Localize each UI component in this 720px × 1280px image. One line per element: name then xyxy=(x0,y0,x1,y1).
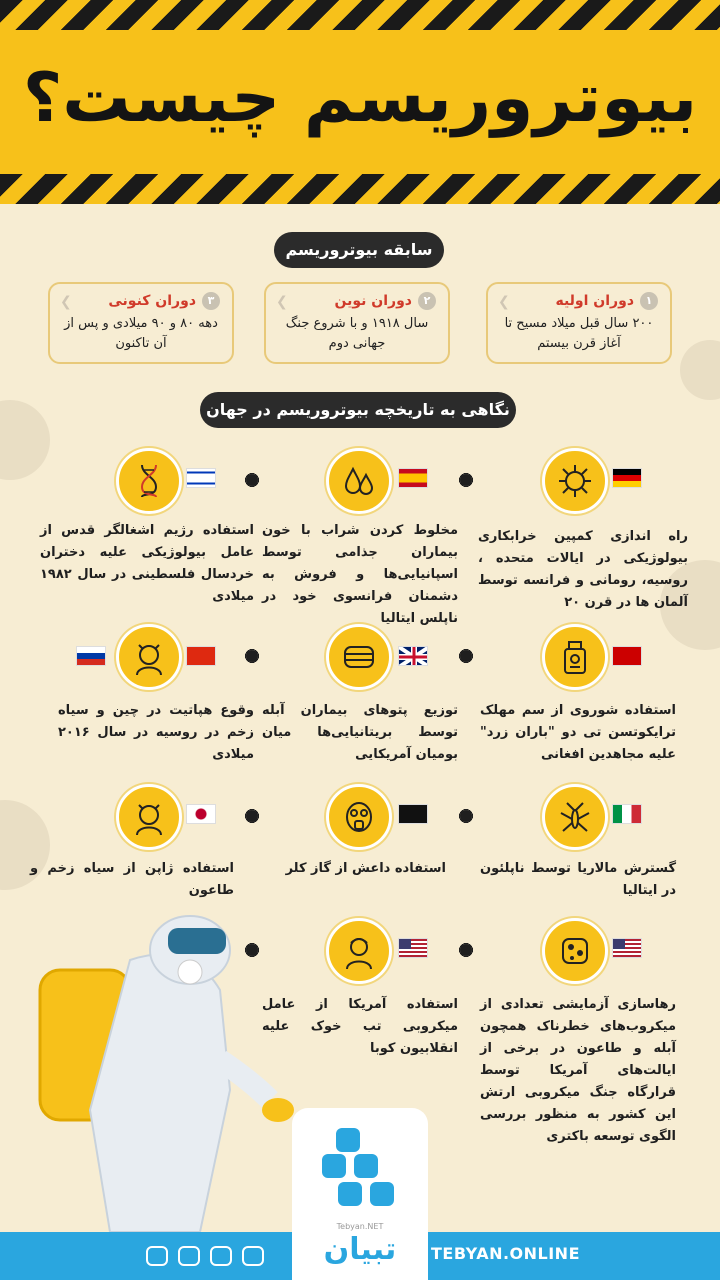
flag-spain-icon xyxy=(398,468,428,488)
hazmat-worker-illustration xyxy=(20,910,300,1232)
flag-china-icon xyxy=(186,646,216,666)
flag-usa-icon xyxy=(398,938,428,958)
flag-uk-icon xyxy=(398,646,428,666)
era-box-1 xyxy=(486,282,672,364)
page-title: بیوتروریسم چیست؟ xyxy=(22,59,698,138)
era-box-3 xyxy=(48,282,234,364)
twitter-icon[interactable] xyxy=(210,1246,232,1266)
event-text: استفاده آمریکا از عامل میکروبی تب خوک علیه انقلابیون کوبا xyxy=(262,997,458,1056)
tebyan-logo-icon xyxy=(292,1108,428,1218)
chevron-left-icon: ❯ xyxy=(60,294,72,310)
bullet-icon xyxy=(246,810,258,822)
bullet-icon xyxy=(246,474,258,486)
era-number: ۱ xyxy=(640,292,658,310)
flag-germany-icon xyxy=(612,468,642,488)
world-history-pill: نگاهی به تاریخچه بیوتروریسم در جهان xyxy=(200,392,516,428)
era-box-2 xyxy=(264,282,450,364)
era-text: سال ۱۹۱۸ و با شروع جنگ جهانی دوم xyxy=(285,316,429,351)
flag-isis-icon xyxy=(398,804,428,824)
era-title: دوران اولیه xyxy=(555,293,634,309)
hazard-stripe-top xyxy=(0,0,720,30)
logo-subtext: Tebyan.NET xyxy=(336,1222,384,1231)
virus-icon xyxy=(542,448,608,514)
event-text: راه اندازی کمپین خرابکاری بیولوژیکی در ایالات متحده ، روسیه، رومانی و فرانسه توسط آلمان ها در قرن ۲۰ xyxy=(478,529,688,610)
event-text: استفاده ژاپن از سیاه زخم و طاعون xyxy=(30,861,234,898)
bullet-icon xyxy=(460,810,472,822)
flag-italy-icon xyxy=(612,804,642,824)
blanket-icon xyxy=(326,624,392,690)
chevron-left-icon: ❯ xyxy=(498,294,510,310)
virus-decoration-icon xyxy=(0,400,50,480)
era-title: دوران نوین xyxy=(334,293,412,309)
sick-person-icon xyxy=(116,624,182,690)
bullet-icon xyxy=(460,650,472,662)
website-link[interactable]: TEBYAN.ONLINE xyxy=(430,1244,580,1263)
mosquito-icon xyxy=(542,784,608,850)
chevron-left-icon: ❯ xyxy=(276,294,288,310)
flag-ussr-icon xyxy=(612,646,642,666)
man-icon xyxy=(326,918,392,984)
aparat-icon[interactable] xyxy=(242,1246,264,1266)
bullet-icon xyxy=(460,474,472,486)
logo-text: تبیان xyxy=(323,1232,397,1267)
flag-japan-icon xyxy=(186,804,216,824)
flag-usa-icon xyxy=(612,938,642,958)
telegram-icon[interactable] xyxy=(146,1246,168,1266)
flag-russia-icon xyxy=(76,646,106,666)
event-text: گسترش مالاریا توسط ناپلئون در ایتالیا xyxy=(480,861,676,898)
history-pill: سابقه بیوتروریسم xyxy=(274,232,444,268)
sick-person-icon xyxy=(116,784,182,850)
era-text: دهه ۸۰ و ۹۰ میلادی و پس از آن تاکنون xyxy=(64,316,218,351)
virus-decoration-icon xyxy=(680,340,720,400)
bacteria-icon xyxy=(542,918,608,984)
event-text: رهاسازی آزمایشی تعدادی از میکروب‌های خطرناک همچون آبله و طاعون در برخی از ایالت‌های آمریکا توسط قرارگاه جنگ میکروبی ارتش این کشور به منظور بررسی الگوی توسعه باکتری xyxy=(480,997,676,1144)
instagram-icon[interactable] xyxy=(178,1246,200,1266)
drops-icon xyxy=(326,448,392,514)
era-text: ۲۰۰ سال قبل میلاد مسیح تا آغاز قرن بیستم xyxy=(504,316,654,351)
event-text: استفاده داعش از گاز کلر xyxy=(285,861,446,876)
hazard-stripe-bottom xyxy=(0,174,720,204)
era-number: ۳ xyxy=(202,292,220,310)
event-text: توزیع پتوهای بیماران آبله توسط بریتانیایی‌ها میان بومیان آمریکایی xyxy=(262,703,458,762)
event-text: مخلوط کردن شراب با خون بیماران جذامی توسط اسپانیایی‌ها و فروش به دشمنان فرانسوی خود در ناپلس ایتالیا xyxy=(262,523,458,626)
bullet-icon xyxy=(460,944,472,956)
bullet-icon xyxy=(246,650,258,662)
dna-icon xyxy=(116,448,182,514)
era-title: دوران کنونی xyxy=(108,293,196,309)
event-text: وقوع هپاتیت در چین و سیاه زخم در روسیه در سال ۲۰۱۶ میلادی xyxy=(58,703,254,762)
gas-mask-icon xyxy=(326,784,392,850)
era-number: ۲ xyxy=(418,292,436,310)
event-text: استفاده شوروی از سم مهلک ترایکوتسن تی دو "باران زرد" علیه مجاهدین افغانی xyxy=(480,703,676,762)
flag-israel-icon xyxy=(186,468,216,488)
event-text: استفاده رژیم اشغالگر قدس از عامل بیولوژیکی علیه دختران خردسال فلسطینی در سال ۱۹۸۲ میلادی xyxy=(40,523,254,604)
poison-jar-icon xyxy=(542,624,608,690)
